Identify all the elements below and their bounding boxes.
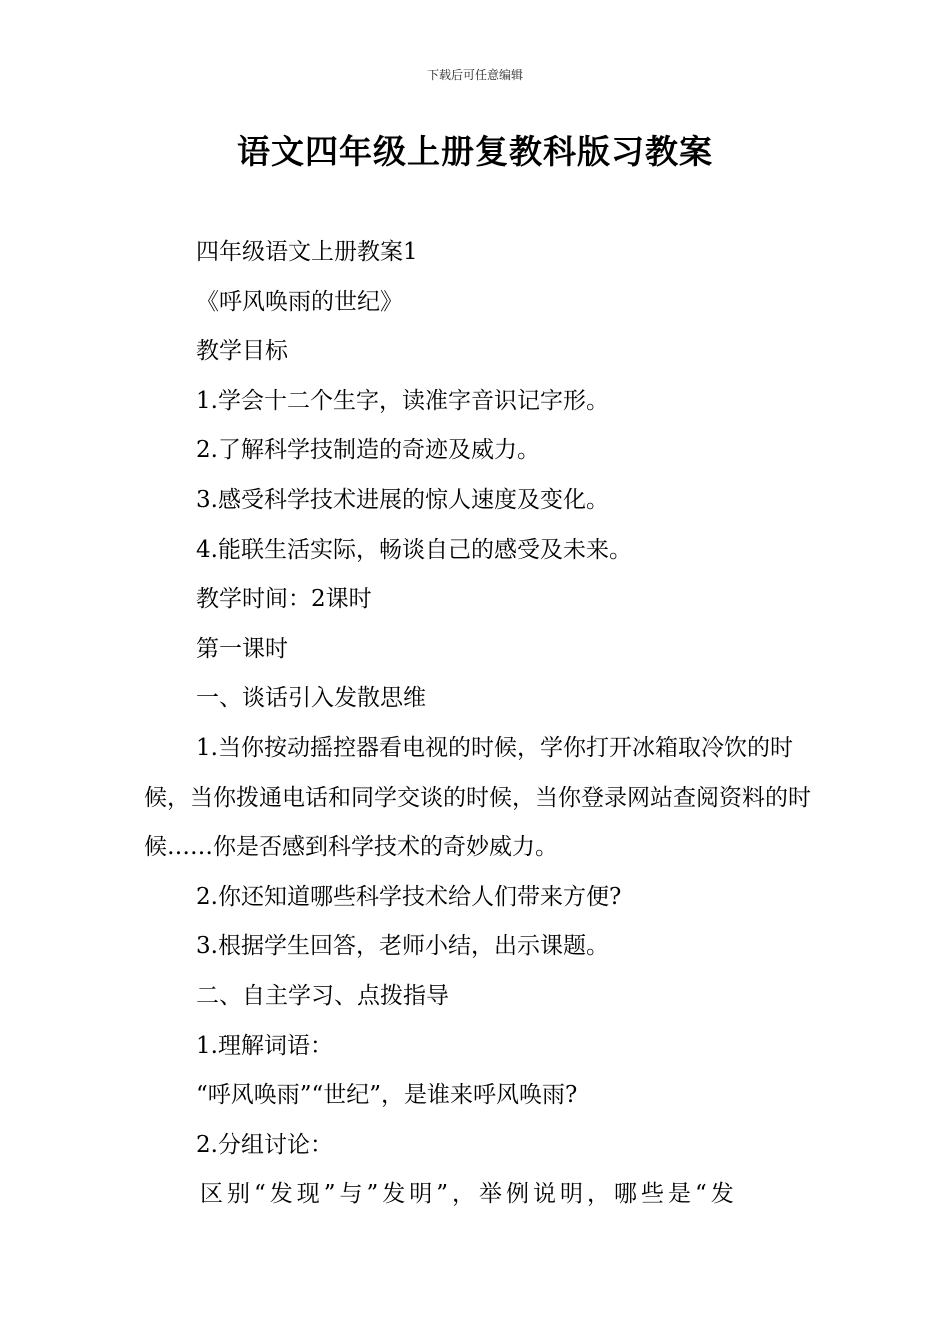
paragraph-lesson-heading: 四年级语文上册教案1	[196, 239, 418, 265]
paragraph-goal-4: 4.能联生活实际，畅谈自己的感受及未来。	[196, 536, 632, 563]
paragraph-vocab-question: “呼风唤雨”“世纪”，是谁来呼风唤雨?	[196, 1082, 578, 1109]
paragraph-text-title: 《呼风唤雨的世纪》	[196, 288, 403, 315]
paragraph-intro-1: 1.当你按动摇控器看电视的时候，学你打开冰箱取冷饮的时候，当你拨通电话和同学交谈的时候，当你登录网站查阅资料的时候……你是否感到科学技术的奇妙威力。	[144, 734, 811, 861]
paragraph-goal-3: 3.感受科学技术进展的惊人速度及变化。	[196, 486, 609, 513]
paragraph-distinguish: 区别“发现”与”发明”，举例说明，哪些是“发	[200, 1181, 738, 1208]
document-title: 语文四年级上册复教科版习教案	[237, 132, 713, 171]
paragraph-goal-1: 1.学会十二个生字，读准字音识记字形。	[196, 387, 609, 414]
header-note: 下载后可任意编辑	[426, 68, 523, 82]
document-body	[144, 228, 814, 1220]
paragraph-first-lesson: 第一课时	[196, 635, 288, 662]
paragraph-teaching-goals: 教学目标	[196, 338, 288, 365]
paragraph-intro-3: 3.根据学生回答，老师小结，出示课题。	[196, 933, 609, 960]
paragraph-section-one: 一、谈话引入发散思维	[196, 685, 426, 712]
paragraph-intro-2: 2.你还知道哪些科学技术给人们带来方便?	[196, 883, 622, 910]
paragraph-group-discussion: 2.分组讨论：	[196, 1131, 333, 1158]
paragraph-goal-2: 2.了解科学技制造的奇迹及威力。	[196, 437, 540, 464]
paragraph-teaching-time: 教学时间：2课时	[196, 586, 372, 613]
paragraph-vocab: 1.理解词语：	[196, 1032, 333, 1059]
paragraph-section-two: 二、自主学习、点拨指导	[196, 982, 449, 1009]
